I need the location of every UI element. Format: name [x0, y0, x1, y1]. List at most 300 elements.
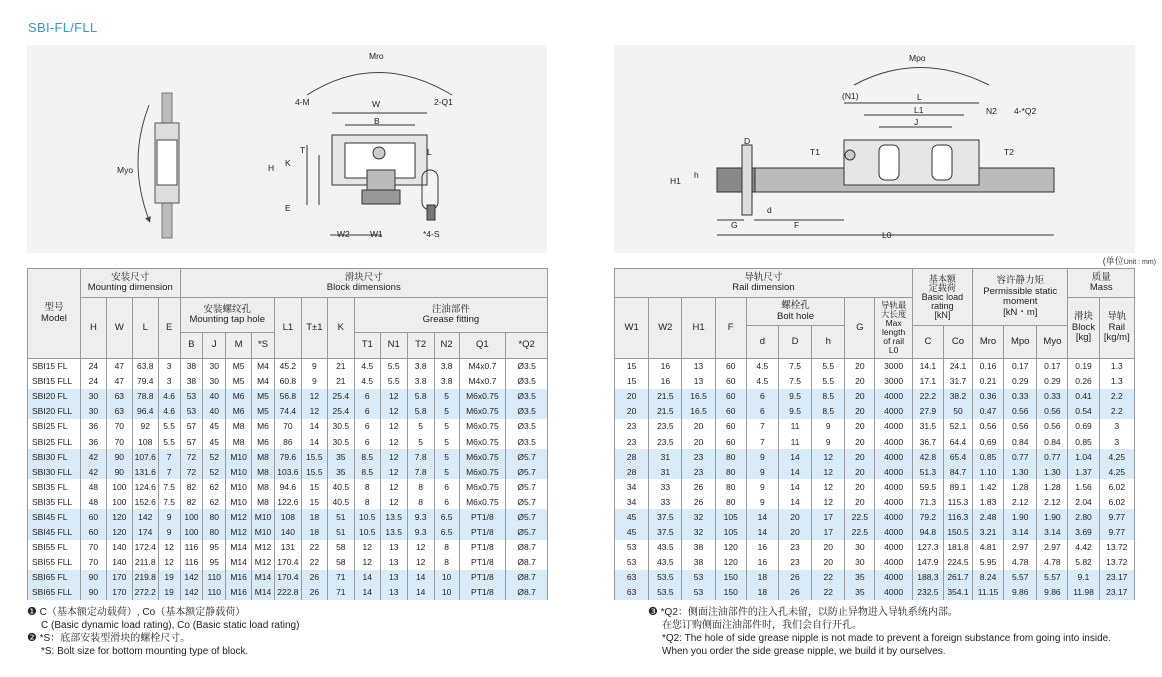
table-cell: 3.14 [1037, 525, 1068, 540]
table-cell: 52 [203, 464, 226, 479]
table-cell: 5.5 [158, 434, 180, 449]
table-cell: 4.5 [746, 374, 778, 389]
dim-label-j: J [914, 117, 919, 127]
table-cell: 0.84 [1004, 434, 1037, 449]
table-cell: 1.30 [1037, 464, 1068, 479]
table-cell: 0.36 [972, 389, 1003, 404]
table-cell: 86 [274, 434, 301, 449]
table-cell: 224.5 [943, 555, 972, 570]
table-cell: 35 [845, 570, 875, 585]
table-cell: 0.21 [972, 374, 1003, 389]
table-cell: 18 [746, 585, 778, 600]
table-cell: 19 [158, 570, 180, 585]
table-cell: 9 [746, 479, 778, 494]
table-cell: 11.15 [972, 585, 1003, 600]
table-cell: M10 [252, 525, 275, 540]
col-d-large: D [778, 326, 811, 359]
table-cell: 53 [180, 404, 203, 419]
dim-label-4s: *4-S [423, 229, 440, 239]
table-cell: Ø8.7 [506, 540, 548, 555]
table-cell: 30 [845, 540, 875, 555]
table-cell: 9 [746, 494, 778, 509]
table-cell: 13.5 [380, 509, 407, 524]
col-q1: Q1 [459, 333, 506, 359]
table-cell: 0.17 [1037, 359, 1068, 374]
table-cell: 21.5 [649, 389, 682, 404]
table-cell: SBI55 FL [28, 540, 81, 555]
table-cell: M14 [252, 570, 275, 585]
table-cell: 15 [615, 374, 649, 389]
table-cell: 79.4 [132, 374, 158, 389]
table-cell: 4000 [875, 479, 912, 494]
table-cell: 140 [274, 525, 301, 540]
table-cell: 8.5 [354, 449, 380, 464]
table-row [615, 404, 1135, 419]
table-cell: 18 [746, 570, 778, 585]
table-cell: 354.1 [943, 585, 972, 600]
table-cell: 116.3 [943, 509, 972, 524]
table-cell: 0.41 [1068, 389, 1099, 404]
table-cell: 48 [80, 494, 106, 509]
table-cell: 127.3 [912, 540, 943, 555]
table-cell: M14 [226, 540, 252, 555]
dim-label-l1: L1 [914, 105, 924, 115]
table-cell: 31 [649, 449, 682, 464]
table-cell: 100 [180, 525, 203, 540]
table-cell: 82 [180, 494, 203, 509]
table-cell: 15.5 [301, 464, 327, 479]
table-cell: 23 [778, 555, 811, 570]
table-cell: 62 [203, 494, 226, 509]
col-t2: T2 [407, 333, 434, 359]
table-cell: 20 [682, 434, 715, 449]
table-cell: 43.5 [649, 555, 682, 570]
table-cell: 4000 [875, 419, 912, 434]
dim-label-mro: Mro [369, 51, 384, 61]
table-cell: 56.8 [274, 389, 301, 404]
table-cell: 5 [434, 389, 459, 404]
table-cell: 5 [407, 434, 434, 449]
table-cell: M10 [252, 509, 275, 524]
table-cell: 25.4 [327, 404, 354, 419]
dim-label-g: G [731, 220, 738, 230]
table-cell: 23.5 [649, 434, 682, 449]
table-cell: 63 [106, 389, 132, 404]
table-cell: 26 [682, 479, 715, 494]
table-cell: M14 [226, 555, 252, 570]
table-cell: 5 [434, 449, 459, 464]
table-cell: 170 [106, 570, 132, 585]
table-cell: 12 [380, 449, 407, 464]
table-cell: 6.5 [434, 509, 459, 524]
table-cell: 53.5 [649, 585, 682, 600]
table-cell: 0.56 [972, 419, 1003, 434]
table-cell: 65.4 [943, 449, 972, 464]
table-cell: 120 [106, 525, 132, 540]
rail-drawing [614, 45, 1135, 253]
col-w2: W2 [649, 298, 682, 359]
table-cell: 4000 [875, 585, 912, 600]
table-cell: 2.80 [1068, 509, 1099, 524]
table-cell: M6x0.75 [459, 464, 506, 479]
table-cell: 4000 [875, 389, 912, 404]
table-cell: 38 [682, 555, 715, 570]
table-cell: 5 [407, 419, 434, 434]
table-cell: 108 [274, 509, 301, 524]
table-row [615, 389, 1135, 404]
table-cell: 70 [106, 419, 132, 434]
table-cell: 84.7 [943, 464, 972, 479]
table-cell: 22 [812, 585, 845, 600]
table-cell: 20 [682, 419, 715, 434]
rail-side-view [717, 103, 1054, 235]
table-cell: 82 [180, 479, 203, 494]
table-cell: SBI25 FL [28, 419, 81, 434]
table-cell: M4 [252, 359, 275, 374]
table-row [28, 479, 548, 494]
table-cell: M8 [252, 479, 275, 494]
table-cell: 34 [615, 479, 649, 494]
table-cell: 60.8 [274, 374, 301, 389]
table-cell: 14 [778, 479, 811, 494]
table-cell: 6 [746, 404, 778, 419]
table-cell: 9 [812, 434, 845, 449]
table-cell: 60 [715, 359, 746, 374]
table-cell: 53 [615, 540, 649, 555]
table-cell: 170.4 [274, 555, 301, 570]
table-cell: 74.4 [274, 404, 301, 419]
table-cell: 5 [434, 419, 459, 434]
table-cell: 20 [845, 479, 875, 494]
table-cell: 0.17 [1004, 359, 1037, 374]
table-cell: 9.77 [1099, 509, 1134, 524]
col-n2: N2 [434, 333, 459, 359]
table-cell: 35 [327, 464, 354, 479]
table-cell: 20 [845, 494, 875, 509]
table-cell: 19 [158, 585, 180, 600]
table-cell: 60 [80, 525, 106, 540]
table-cell: 1.42 [972, 479, 1003, 494]
table-cell: 3 [158, 374, 180, 389]
col-rail-mass: 导轨 Rail [kg/m] [1099, 298, 1134, 359]
group-tap-hole: 安装螺纹孔 Mounting tap hole [180, 298, 274, 333]
table-cell: M5 [252, 404, 275, 419]
table-row [28, 555, 548, 570]
dim-label-f: F [794, 220, 800, 230]
dim-label-n2: N2 [986, 106, 997, 116]
table-cell: 100 [106, 479, 132, 494]
table-cell: 4.5 [746, 359, 778, 374]
table-cell: 2.97 [1037, 540, 1068, 555]
table-cell: 6 [354, 404, 380, 419]
table-cell: 7.5 [778, 374, 811, 389]
table-cell: 0.33 [1037, 389, 1068, 404]
note-2: ❷ *S：底部安装型滑块的螺栓尺寸。 [27, 632, 191, 644]
table-cell: 131 [274, 540, 301, 555]
table-cell: 12 [380, 464, 407, 479]
table-cell: 20 [812, 555, 845, 570]
table-cell: 9.5 [778, 389, 811, 404]
table-cell: 116 [180, 540, 203, 555]
col-mro: Mro [972, 326, 1003, 359]
dim-label-w1: W1 [370, 229, 383, 239]
table-cell: 94.6 [274, 479, 301, 494]
table-cell: 30 [203, 359, 226, 374]
table-cell: 12 [301, 404, 327, 419]
table-cell: 9.3 [407, 525, 434, 540]
table-cell: 42.8 [912, 449, 943, 464]
col-s: *S [252, 333, 275, 359]
table-cell: 3.14 [1004, 525, 1037, 540]
table-cell: 72 [180, 449, 203, 464]
col-f: F [715, 298, 746, 359]
table-cell: M4x0.7 [459, 374, 506, 389]
table-cell: 170 [106, 585, 132, 600]
dim-label-l0: L0 [882, 230, 892, 240]
table-cell: 14 [778, 494, 811, 509]
table-cell: M6x0.75 [459, 494, 506, 509]
dim-label-2q1: 2-Q1 [434, 97, 453, 107]
table-cell: SBI45 FL [28, 509, 81, 524]
col-q2: *Q2 [506, 333, 548, 359]
table-cell: M4x0.7 [459, 359, 506, 374]
table-cell: 4.5 [354, 374, 380, 389]
table-cell: 7.8 [407, 464, 434, 479]
dim-label-n1: (N1) [842, 91, 859, 101]
table-cell: M5 [252, 389, 275, 404]
table-row [28, 404, 548, 419]
table-cell: 14 [746, 525, 778, 540]
table-cell: 0.85 [972, 449, 1003, 464]
table-cell: 12 [380, 479, 407, 494]
table-cell: SBI30 FL [28, 449, 81, 464]
col-m: M [226, 333, 252, 359]
table-cell: 23.5 [649, 419, 682, 434]
table-cell: 78.8 [132, 389, 158, 404]
table-cell: PT1/8 [459, 585, 506, 600]
table-cell: SBI20 FL [28, 389, 81, 404]
table-cell: 12 [354, 555, 380, 570]
table-cell: 172.4 [132, 540, 158, 555]
table-cell: M6x0.75 [459, 479, 506, 494]
table-cell: 13.5 [380, 525, 407, 540]
table-cell: 89.1 [943, 479, 972, 494]
table-cell: 5 [434, 464, 459, 479]
table-cell: 12 [158, 555, 180, 570]
table-cell: M16 [226, 585, 252, 600]
table-cell: 22.2 [912, 389, 943, 404]
table-cell: 8.5 [354, 464, 380, 479]
table-cell: 79.2 [912, 509, 943, 524]
table-cell: 70 [80, 540, 106, 555]
dim-label-4m: 4-M [295, 97, 310, 107]
table-cell: SBI45 FLL [28, 525, 81, 540]
dim-label-w: W [372, 99, 381, 109]
table-cell: 36.7 [912, 434, 943, 449]
table-cell: 6 [746, 389, 778, 404]
table-row [615, 555, 1135, 570]
table-cell: 108 [132, 434, 158, 449]
table-cell: 9 [746, 464, 778, 479]
table-cell: 14 [301, 419, 327, 434]
note-1: ❶ C（基本额定动载荷）, Co（基本额定静载荷） [27, 606, 246, 618]
table-cell: 94.8 [912, 525, 943, 540]
table-cell: 10 [434, 570, 459, 585]
col-co: Co [943, 326, 972, 359]
dim-label-h: H [268, 163, 275, 173]
table-cell: 6 [354, 419, 380, 434]
table-cell: 23 [682, 449, 715, 464]
table-cell: 14 [407, 570, 434, 585]
table-cell: 152.6 [132, 494, 158, 509]
table-cell: 71.3 [912, 494, 943, 509]
note-3-cn2: 在您订购侧面注油部件时，我们会自行开孔。 [662, 620, 862, 631]
dim-label-b: B [374, 116, 380, 126]
dim-label-d-small: d [767, 205, 772, 215]
table-cell: 8 [354, 479, 380, 494]
table-cell: 57 [180, 419, 203, 434]
table-row [615, 434, 1135, 449]
table-cell: Ø8.7 [506, 555, 548, 570]
table-cell: 63 [615, 585, 649, 600]
table-cell: 14 [407, 585, 434, 600]
table-cell: 92 [132, 419, 158, 434]
table-cell: M5 [226, 359, 252, 374]
table-cell: 20 [778, 525, 811, 540]
table-cell: 52.1 [943, 419, 972, 434]
table-cell: 120 [106, 509, 132, 524]
table-cell: 40.5 [327, 479, 354, 494]
table-cell: 17 [812, 509, 845, 524]
table-cell: 120 [715, 540, 746, 555]
table-cell: 26 [778, 570, 811, 585]
table-cell: SBI65 FLL [28, 585, 81, 600]
table-cell: 22 [301, 540, 327, 555]
table-cell: 1.04 [1068, 449, 1099, 464]
table-cell: 0.47 [972, 404, 1003, 419]
table-cell: 0.69 [1068, 419, 1099, 434]
table-cell: 31.5 [912, 419, 943, 434]
table-cell: SBI15 FLL [28, 374, 81, 389]
table-cell: 10.5 [354, 509, 380, 524]
col-max-length: 导轨最 大长度 Max length of rail L0 [875, 298, 912, 359]
table-cell: SBI35 FL [28, 479, 81, 494]
col-w1: W1 [615, 298, 649, 359]
table-cell: 6 [434, 479, 459, 494]
col-e: E [158, 298, 180, 359]
note-3-en1: *Q2: The hole of side grease nipple is not made to prevent a foreign substance from going into inside. [662, 633, 1111, 644]
table-cell: 0.33 [1004, 389, 1037, 404]
table-row [28, 494, 548, 509]
table-cell: 23 [682, 464, 715, 479]
table-cell: SBI65 FL [28, 570, 81, 585]
table-cell: 6 [354, 389, 380, 404]
table-cell: 1.90 [1037, 509, 1068, 524]
table-cell: 60 [715, 374, 746, 389]
table-cell: 3.8 [434, 359, 459, 374]
table-cell: 6.02 [1099, 494, 1134, 509]
table-cell: 58 [327, 540, 354, 555]
table-cell: 105 [715, 509, 746, 524]
rail-table-body [615, 359, 1135, 601]
table-cell: Ø5.7 [506, 449, 548, 464]
table-cell: 12 [380, 434, 407, 449]
dim-label-4q2: 4-*Q2 [1014, 106, 1037, 116]
dim-label-t1: T1 [810, 147, 820, 157]
table-cell: 53.5 [649, 570, 682, 585]
table-cell: 31 [649, 464, 682, 479]
table-cell: 45 [615, 509, 649, 524]
table-cell: 26 [301, 585, 327, 600]
side-view [138, 93, 179, 238]
table-cell: 5.95 [972, 555, 1003, 570]
table-cell: 20 [845, 464, 875, 479]
table-row [28, 359, 548, 374]
col-h-small: h [812, 326, 845, 359]
table-cell: 20 [845, 434, 875, 449]
table-cell: 16 [649, 359, 682, 374]
table-row [615, 585, 1135, 600]
table-cell: 261.7 [943, 570, 972, 585]
table-cell: 24.1 [943, 359, 972, 374]
table-cell: 4000 [875, 449, 912, 464]
table-cell: 20 [615, 389, 649, 404]
table-cell: 14 [778, 449, 811, 464]
table-cell: 0.69 [972, 434, 1003, 449]
table-cell: 9 [746, 449, 778, 464]
table-cell: M12 [252, 555, 275, 570]
table-row [615, 525, 1135, 540]
col-j: J [203, 333, 226, 359]
table-cell: 4.25 [1099, 449, 1134, 464]
table-cell: 18 [301, 525, 327, 540]
table-cell: 5.5 [158, 419, 180, 434]
table-cell: 20 [845, 419, 875, 434]
table-cell: 0.16 [972, 359, 1003, 374]
table-cell: 4.6 [158, 389, 180, 404]
table-cell: 60 [80, 509, 106, 524]
dim-label-h1: H1 [670, 176, 681, 186]
table-row [28, 374, 548, 389]
table-cell: 42 [80, 449, 106, 464]
table-cell: 2.04 [1068, 494, 1099, 509]
table-cell: 33 [649, 479, 682, 494]
notes-right [648, 606, 1111, 658]
table-cell: 4000 [875, 464, 912, 479]
table-cell: 219.8 [132, 570, 158, 585]
table-cell: M12 [226, 509, 252, 524]
table-cell: 21 [327, 359, 354, 374]
table-cell: 12 [812, 494, 845, 509]
table-cell: 30 [80, 389, 106, 404]
table-cell: 31.7 [943, 374, 972, 389]
col-t1: T1 [354, 333, 380, 359]
col-h: H [80, 298, 106, 359]
table-cell: 6.5 [434, 525, 459, 540]
table-cell: 1.28 [1037, 479, 1068, 494]
table-row [615, 449, 1135, 464]
table-row [615, 464, 1135, 479]
note-3-en2: When you order the side grease nipple, we build it by ourselves. [662, 646, 946, 657]
table-cell: 14 [746, 509, 778, 524]
table-cell: SBI25 FLL [28, 434, 81, 449]
table-cell: 4.25 [1099, 464, 1134, 479]
table-cell: 71 [327, 570, 354, 585]
table-cell: 80 [715, 479, 746, 494]
table-cell: 2.2 [1099, 404, 1134, 419]
group-grease: 注油部件 Grease fitting [354, 298, 547, 333]
col-t: T±1 [301, 298, 327, 359]
